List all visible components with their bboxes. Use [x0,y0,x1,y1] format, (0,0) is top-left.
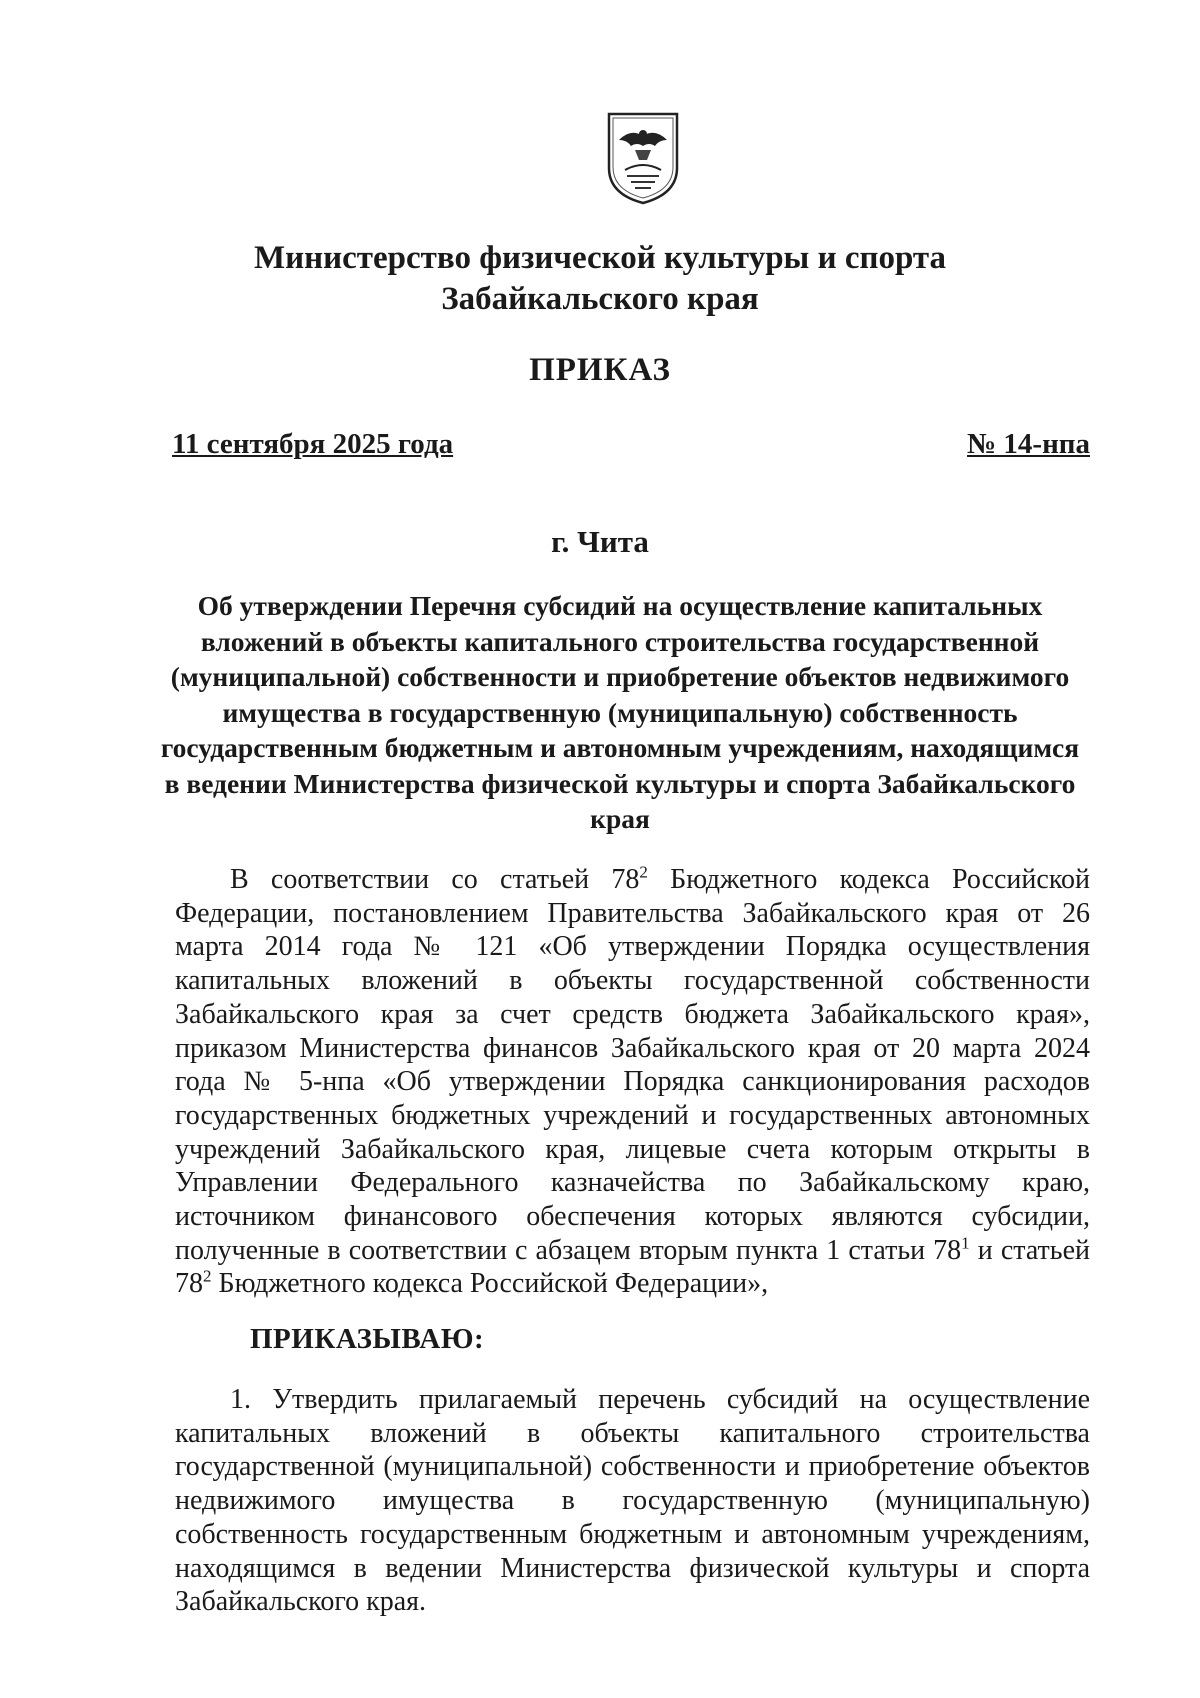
document-title: Об утверждении Перечня субсидий на осуществление капитальных вложений в объекты капитального строительства государственной (муниципальной) собственности и приобретение объектов недвижимого имущества в государственную (муниципальную) собственность государственным бюджетным и автономным учреждениям, находящимся в ведении Министерства физической культуры и спорта Забайкальского края [160,590,1080,834]
preamble-part4: Бюджетного кодекса Российской Федерации», [211,1268,769,1300]
preamble-paragraph [175,863,1090,1301]
document-city: г. Чита [551,524,649,559]
order-item-number: 1. [230,1384,251,1415]
order-item-text: Утвердить прилагаемый перечень субсидий на осуществление капитальных вложений в объекты капитального строительства государственной (муниципальной) собственности и приобретение объектов недвижимого имущества в государственную (муниципальную) собственность государственным бюджетным и автономным учреждениям, находящимся в ведении Министерства физической культуры и спорта Забайкальского края. [175,1384,1090,1618]
preamble-sup1: 2 [639,862,648,882]
document-number: № 14-нпа [967,428,1090,460]
ministry-name-line1: Министерство физической культуры и спорта [253,240,947,276]
preamble-part1: В соответствии со статьей 78 [230,864,640,895]
document-type: ПРИКАЗ [529,352,671,388]
order-word: ПРИКАЗЫВАЮ: [250,1323,485,1355]
order-item-1 [175,1383,1090,1619]
preamble-sup2: 1 [961,1233,970,1253]
preamble-sup3: 2 [203,1267,212,1287]
preamble-part2: Бюджетного кодекса Российской Федерации, постановлением Правительства Забайкальского края от 26 марта 2014 года № 121 «Об утверждении Порядка осуществления капитальных вложений в объекты государственной собственности Забайкальского края за счет средств бюджета Забайкальского края», приказом Министерства финансов Забайкальского края от 20 марта 2024 года № 5-нпа «Об утверждении Порядка санкционирования расходов государственных бюджетных учреждений и государственных автономных учреждений Забайкальского края, лицевые счета которым открыты в Управлении Федерального казначейства по Забайкальскому краю, источником финансового обеспечения которых являются субсидии, полученные в соответствии с абзацем вторым пункта 1 статьи 78 [175,864,1090,1266]
document-date: 11 сентября 2025 года [172,428,454,460]
coat-of-arms-icon [605,110,681,206]
preamble-part3: и статьей 78 [175,1234,1090,1300]
ministry-name-line2: Забайкальского края [441,281,759,317]
